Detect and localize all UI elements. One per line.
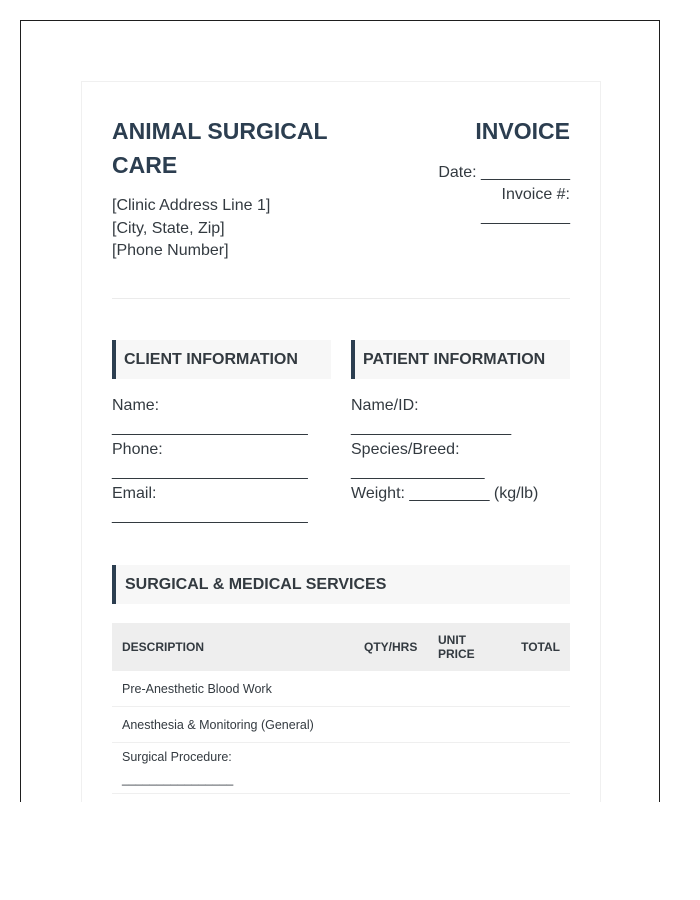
species-breed-label: Species/Breed: bbox=[351, 441, 460, 458]
row-total bbox=[510, 707, 570, 743]
row-unit-price bbox=[428, 707, 510, 743]
row-description bbox=[112, 707, 354, 743]
client-email-label: Email: bbox=[112, 485, 157, 502]
row-unit-price bbox=[428, 671, 510, 707]
date-field: Date: __________ bbox=[438, 164, 570, 181]
client-name-label: Name: bbox=[112, 397, 160, 414]
row-description-text: Pre-Anesthetic Blood Work bbox=[122, 681, 272, 696]
column-total: TOTAL bbox=[510, 623, 570, 671]
services-heading: SURGICAL & MEDICAL SERVICES bbox=[112, 565, 570, 604]
services-section bbox=[112, 565, 570, 786]
invoice-meta bbox=[420, 162, 570, 228]
column-unit-price: UNIT PRICE bbox=[428, 623, 510, 671]
weight-field: Weight: _________ (kg/lb) bbox=[351, 485, 539, 502]
invoice-number-line: __________ bbox=[481, 208, 570, 225]
client-information bbox=[112, 340, 331, 524]
patient-information bbox=[351, 340, 570, 502]
table-header-row bbox=[112, 623, 570, 671]
invoice-number-label: Invoice #: bbox=[501, 186, 570, 203]
row-description bbox=[112, 743, 354, 794]
address-phone: [Phone Number] bbox=[112, 242, 229, 259]
species-breed-line: _______________ bbox=[351, 463, 485, 480]
row-total bbox=[510, 743, 570, 794]
column-description: DESCRIPTION bbox=[112, 623, 354, 671]
clinic-address bbox=[112, 195, 270, 263]
row-description-text: Anesthesia & Monitoring (General) bbox=[122, 717, 314, 732]
client-phone-label: Phone: bbox=[112, 441, 163, 458]
services-table bbox=[112, 623, 570, 794]
row-qty bbox=[354, 671, 428, 707]
patient-name-line: __________________ bbox=[351, 419, 512, 436]
invoice-header bbox=[112, 114, 570, 299]
address-line-2: [City, State, Zip] bbox=[112, 219, 225, 237]
row-description bbox=[112, 671, 354, 707]
client-name-line: ______________________ bbox=[112, 419, 308, 436]
address-line-1: [Clinic Address Line 1] bbox=[112, 197, 271, 214]
clinic-name: ANIMAL SURGICAL CARE bbox=[112, 118, 328, 178]
invoice-title: INVOICE bbox=[475, 118, 570, 144]
row-description-line: ________________ bbox=[122, 772, 234, 786]
page-frame bbox=[20, 20, 660, 802]
row-description-text: Surgical Procedure: bbox=[122, 750, 232, 764]
row-unit-price bbox=[428, 743, 510, 794]
table-row bbox=[112, 671, 570, 707]
client-phone-line: ______________________ bbox=[112, 463, 308, 480]
column-qty: QTY/HRS bbox=[354, 623, 428, 671]
client-info-heading: CLIENT INFORMATION bbox=[112, 340, 331, 379]
table-row bbox=[112, 743, 570, 794]
row-qty bbox=[354, 707, 428, 743]
table-row bbox=[112, 707, 570, 743]
patient-info-heading: PATIENT INFORMATION bbox=[351, 340, 570, 379]
row-qty bbox=[354, 743, 428, 794]
row-total bbox=[510, 671, 570, 707]
patient-name-label: Name/ID: bbox=[351, 397, 419, 414]
client-email-line: ______________________ bbox=[112, 507, 308, 524]
